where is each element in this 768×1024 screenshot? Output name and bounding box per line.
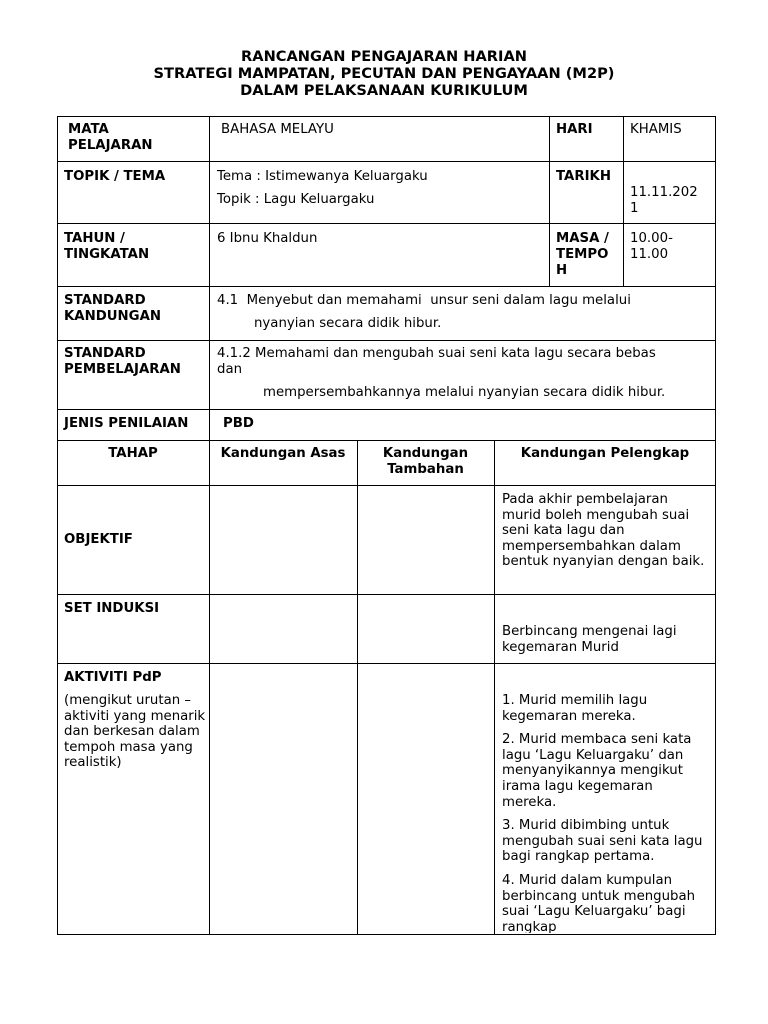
aktiviti-pdp-note: (mengikut urutan – aktiviti yang menarik dan berkesan dalam tempoh masa yang realistik) [64, 693, 206, 771]
aktiviti-step-3: 3. Murid dibimbing untuk mengubah suai seni kata lagu bagi rangkap pertama. [502, 818, 703, 865]
mata-pelajaran-value: BAHASA MELAYU [221, 122, 334, 137]
column-header-kandungan-asas: Kandungan Asas [220, 446, 346, 461]
title-line-1: RANCANGAN PENGAJARAN HARIAN [241, 48, 527, 65]
standard-kandungan-line-1: 4.1 Menyebut dan memahami unsur seni dalam lagu melalui [217, 293, 631, 308]
standard-pembelajaran-line-2: dan [217, 362, 243, 377]
aktiviti-pdp-label: AKTIVITI PdP [64, 670, 162, 685]
tahun-value: 6 Ibnu Khaldun [217, 231, 318, 246]
tarikh-label: TARIKH [556, 169, 611, 184]
aktiviti-step-2: 2. Murid membaca seni kata lagu ‘Lagu Keluargaku’ dan menyanyikannya mengikut irama lagu kegemaran mereka. [502, 732, 692, 810]
set-induksi-label: SET INDUKSI [64, 601, 160, 616]
topik-value: Topik : Lagu Keluargaku [217, 192, 375, 207]
aktiviti-step-1: 1. Murid memilih lagu kegemaran mereka. [502, 693, 648, 724]
standard-pembelajaran-label: STANDARD PEMBELAJARAN [64, 346, 181, 377]
title-line-3: DALAM PELAKSANAAN KURIKULUM [240, 82, 528, 99]
standard-kandungan-line-2: nyanyian secara didik hibur. [254, 316, 442, 331]
topik-tema-label: TOPIK / TEMA [64, 169, 166, 184]
title-line-2: STRATEGI MAMPATAN, PECUTAN DAN PENGAYAAN (M2P) [153, 65, 615, 82]
tarikh-value: 11.11.202 1 [630, 185, 698, 216]
document-title [0, 48, 768, 99]
column-header-kandungan-tambahan: Kandungan Tambahan [382, 446, 469, 477]
column-header-kandungan-pelengkap: Kandungan Pelengkap [520, 446, 690, 461]
masa-tempoh-label: MASA / TEMPO H [556, 231, 609, 278]
aktiviti-step-4: 4. Murid dalam kumpulan berbincang untuk mengubah suai ‘Lagu Keluargaku’ bagi rangkap [502, 872, 696, 933]
jenis-penilaian-value: PBD [223, 416, 254, 431]
hari-value: KHAMIS [630, 122, 682, 137]
tahun-tingkatan-label: TAHUN / TINGKATAN [64, 231, 150, 262]
aktiviti-steps [502, 693, 708, 933]
jenis-penilaian-label: JENIS PENILAIAN [64, 416, 189, 431]
column-header-tahap: TAHAP [108, 446, 158, 461]
info-table [57, 116, 716, 287]
objektif-text: Pada akhir pembelajaran murid boleh mengubah suai seni kata lagu dan mempersembahkan dalam bentuk nyanyian dengan baik. [502, 492, 705, 570]
set-induksi-text: Berbincang mengenai lagi kegemaran Murid [502, 624, 677, 655]
masa-value: 10.00- 11.00 [630, 231, 673, 262]
standard-pembelajaran-line-1: 4.1.2 Memahami dan mengubah suai seni kata lagu secara bebas [217, 346, 656, 361]
objektif-label: OBJEKTIF [64, 532, 133, 547]
hari-label: HARI [556, 122, 593, 137]
standard-kandungan-label: STANDARD KANDUNGAN [64, 293, 162, 324]
standard-pembelajaran-line-3: mempersembahkannya melalui nyanyian secara didik hibur. [263, 385, 666, 400]
tema-value: Tema : Istimewanya Keluargaku [217, 169, 428, 184]
mata-pelajaran-label: MATA PELAJARAN [68, 122, 153, 153]
